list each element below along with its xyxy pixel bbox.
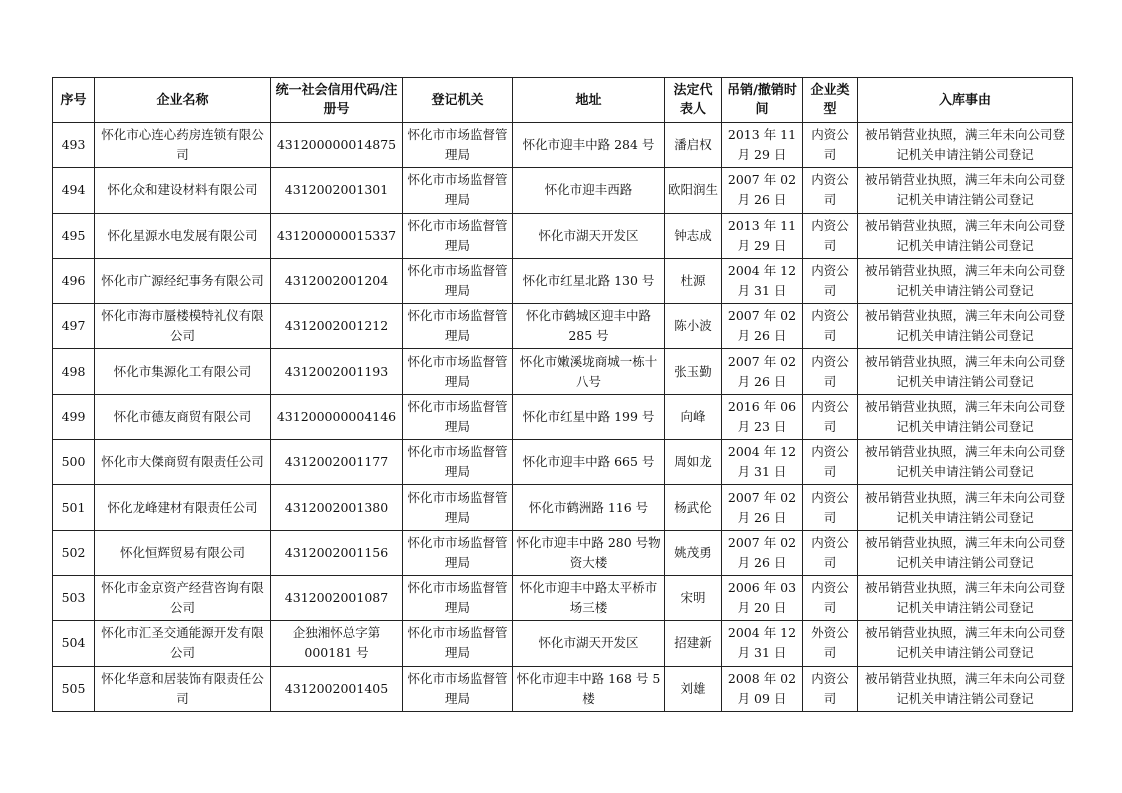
table-row bbox=[53, 349, 1073, 394]
cell-revocation-date: 2008 年 02 月 09 日 bbox=[722, 666, 803, 711]
cell-company-type: 内资公司 bbox=[803, 575, 858, 620]
cell-company-type: 内资公司 bbox=[803, 213, 858, 258]
cell-credit-code: 4312002001087 bbox=[271, 575, 403, 620]
cell-legal-representative: 钟志成 bbox=[665, 213, 722, 258]
cell-registration-authority: 怀化市市场监督管理局 bbox=[403, 666, 513, 711]
cell-revocation-date: 2007 年 02 月 26 日 bbox=[722, 349, 803, 394]
table-row bbox=[53, 213, 1073, 258]
cell-company-name: 怀化市金京资产经营咨询有限公司 bbox=[95, 575, 271, 620]
table-row bbox=[53, 258, 1073, 303]
cell-revocation-date: 2007 年 02 月 26 日 bbox=[722, 304, 803, 349]
cell-address: 怀化市嫩溪垅商城一栋十八号 bbox=[513, 349, 665, 394]
cell-revocation-date: 2013 年 11 月 29 日 bbox=[722, 123, 803, 168]
header-company-type: 企业类型 bbox=[803, 78, 858, 123]
cell-address: 怀化市迎丰中路太平桥市场三楼 bbox=[513, 575, 665, 620]
cell-revocation-date: 2004 年 12 月 31 日 bbox=[722, 621, 803, 666]
table-row bbox=[53, 621, 1073, 666]
cell-registration-authority: 怀化市市场监督管理局 bbox=[403, 168, 513, 213]
table-row bbox=[53, 575, 1073, 620]
cell-reason: 被吊销营业执照，满三年未向公司登记机关申请注销公司登记 bbox=[858, 530, 1073, 575]
cell-credit-code: 4312002001301 bbox=[271, 168, 403, 213]
cell-seq: 493 bbox=[53, 123, 95, 168]
cell-legal-representative: 宋明 bbox=[665, 575, 722, 620]
header-revocation-date: 吊销/撤销时间 bbox=[722, 78, 803, 123]
cell-registration-authority: 怀化市市场监督管理局 bbox=[403, 304, 513, 349]
cell-legal-representative: 陈小波 bbox=[665, 304, 722, 349]
header-seq: 序号 bbox=[53, 78, 95, 123]
table-row bbox=[53, 530, 1073, 575]
cell-seq: 504 bbox=[53, 621, 95, 666]
cell-company-name: 怀化市集源化工有限公司 bbox=[95, 349, 271, 394]
cell-reason: 被吊销营业执照，满三年未向公司登记机关申请注销公司登记 bbox=[858, 575, 1073, 620]
cell-legal-representative: 潘启权 bbox=[665, 123, 722, 168]
cell-legal-representative: 招建新 bbox=[665, 621, 722, 666]
cell-reason: 被吊销营业执照，满三年未向公司登记机关申请注销公司登记 bbox=[858, 394, 1073, 439]
revoked-companies-table bbox=[52, 77, 1073, 712]
cell-company-type: 内资公司 bbox=[803, 349, 858, 394]
cell-credit-code: 企独湘怀总字第 000181 号 bbox=[271, 621, 403, 666]
table-row bbox=[53, 440, 1073, 485]
cell-reason: 被吊销营业执照，满三年未向公司登记机关申请注销公司登记 bbox=[858, 213, 1073, 258]
cell-seq: 496 bbox=[53, 258, 95, 303]
header-address: 地址 bbox=[513, 78, 665, 123]
cell-credit-code: 4312002001193 bbox=[271, 349, 403, 394]
table-row bbox=[53, 485, 1073, 530]
cell-address: 怀化市迎丰西路 bbox=[513, 168, 665, 213]
cell-reason: 被吊销营业执照，满三年未向公司登记机关申请注销公司登记 bbox=[858, 349, 1073, 394]
cell-credit-code: 4312002001156 bbox=[271, 530, 403, 575]
cell-seq: 501 bbox=[53, 485, 95, 530]
cell-address: 怀化市湖天开发区 bbox=[513, 213, 665, 258]
cell-registration-authority: 怀化市市场监督管理局 bbox=[403, 123, 513, 168]
cell-credit-code: 4312002001405 bbox=[271, 666, 403, 711]
cell-legal-representative: 刘雄 bbox=[665, 666, 722, 711]
cell-registration-authority: 怀化市市场监督管理局 bbox=[403, 213, 513, 258]
cell-seq: 505 bbox=[53, 666, 95, 711]
cell-registration-authority: 怀化市市场监督管理局 bbox=[403, 530, 513, 575]
table-row bbox=[53, 304, 1073, 349]
cell-legal-representative: 向峰 bbox=[665, 394, 722, 439]
revoked-companies-table-wrap bbox=[52, 77, 1072, 712]
cell-seq: 499 bbox=[53, 394, 95, 439]
table-row bbox=[53, 666, 1073, 711]
cell-reason: 被吊销营业执照，满三年未向公司登记机关申请注销公司登记 bbox=[858, 485, 1073, 530]
cell-credit-code: 431200000004146 bbox=[271, 394, 403, 439]
cell-reason: 被吊销营业执照，满三年未向公司登记机关申请注销公司登记 bbox=[858, 621, 1073, 666]
header-reason: 入库事由 bbox=[858, 78, 1073, 123]
cell-address: 怀化市鹤洲路 116 号 bbox=[513, 485, 665, 530]
cell-reason: 被吊销营业执照，满三年未向公司登记机关申请注销公司登记 bbox=[858, 304, 1073, 349]
cell-seq: 503 bbox=[53, 575, 95, 620]
cell-revocation-date: 2004 年 12 月 31 日 bbox=[722, 258, 803, 303]
cell-credit-code: 4312002001380 bbox=[271, 485, 403, 530]
cell-registration-authority: 怀化市市场监督管理局 bbox=[403, 394, 513, 439]
cell-address: 怀化市迎丰中路 665 号 bbox=[513, 440, 665, 485]
header-row bbox=[53, 78, 1073, 123]
header-registration-authority: 登记机关 bbox=[403, 78, 513, 123]
cell-company-name: 怀化市心连心药房连锁有限公司 bbox=[95, 123, 271, 168]
cell-company-type: 内资公司 bbox=[803, 440, 858, 485]
cell-credit-code: 431200000015337 bbox=[271, 213, 403, 258]
table-header bbox=[53, 78, 1073, 123]
cell-address: 怀化市红星中路 199 号 bbox=[513, 394, 665, 439]
cell-address: 怀化市迎丰中路 280 号物资大楼 bbox=[513, 530, 665, 575]
cell-revocation-date: 2007 年 02 月 26 日 bbox=[722, 530, 803, 575]
cell-registration-authority: 怀化市市场监督管理局 bbox=[403, 349, 513, 394]
cell-company-name: 怀化众和建设材料有限公司 bbox=[95, 168, 271, 213]
cell-legal-representative: 周如龙 bbox=[665, 440, 722, 485]
cell-company-type: 内资公司 bbox=[803, 304, 858, 349]
cell-company-name: 怀化恒辉贸易有限公司 bbox=[95, 530, 271, 575]
cell-revocation-date: 2004 年 12 月 31 日 bbox=[722, 440, 803, 485]
cell-registration-authority: 怀化市市场监督管理局 bbox=[403, 440, 513, 485]
header-company-name: 企业名称 bbox=[95, 78, 271, 123]
cell-company-type: 内资公司 bbox=[803, 530, 858, 575]
header-legal-representative: 法定代表人 bbox=[665, 78, 722, 123]
cell-address: 怀化市迎丰中路 284 号 bbox=[513, 123, 665, 168]
cell-company-name: 怀化市德友商贸有限公司 bbox=[95, 394, 271, 439]
cell-revocation-date: 2016 年 06 月 23 日 bbox=[722, 394, 803, 439]
cell-company-name: 怀化华意和居装饰有限责任公司 bbox=[95, 666, 271, 711]
table-row bbox=[53, 123, 1073, 168]
cell-company-name: 怀化市汇圣交通能源开发有限公司 bbox=[95, 621, 271, 666]
cell-credit-code: 4312002001212 bbox=[271, 304, 403, 349]
cell-revocation-date: 2007 年 02 月 26 日 bbox=[722, 485, 803, 530]
header-credit-code: 统一社会信用代码/注册号 bbox=[271, 78, 403, 123]
cell-credit-code: 4312002001204 bbox=[271, 258, 403, 303]
cell-company-name: 怀化市海市蜃楼模特礼仪有限公司 bbox=[95, 304, 271, 349]
cell-legal-representative: 杨武伦 bbox=[665, 485, 722, 530]
cell-company-type: 内资公司 bbox=[803, 485, 858, 530]
cell-reason: 被吊销营业执照，满三年未向公司登记机关申请注销公司登记 bbox=[858, 168, 1073, 213]
cell-registration-authority: 怀化市市场监督管理局 bbox=[403, 621, 513, 666]
cell-registration-authority: 怀化市市场监督管理局 bbox=[403, 258, 513, 303]
cell-address: 怀化市湖天开发区 bbox=[513, 621, 665, 666]
cell-seq: 494 bbox=[53, 168, 95, 213]
cell-company-type: 内资公司 bbox=[803, 123, 858, 168]
cell-credit-code: 4312002001177 bbox=[271, 440, 403, 485]
cell-legal-representative: 欧阳润生 bbox=[665, 168, 722, 213]
cell-company-name: 怀化市大傑商贸有限责任公司 bbox=[95, 440, 271, 485]
cell-company-name: 怀化星源水电发展有限公司 bbox=[95, 213, 271, 258]
cell-company-name: 怀化市广源经纪事务有限公司 bbox=[95, 258, 271, 303]
cell-seq: 497 bbox=[53, 304, 95, 349]
cell-company-type: 内资公司 bbox=[803, 394, 858, 439]
cell-company-name: 怀化龙峰建材有限责任公司 bbox=[95, 485, 271, 530]
cell-company-type: 内资公司 bbox=[803, 168, 858, 213]
cell-seq: 502 bbox=[53, 530, 95, 575]
cell-legal-representative: 杜源 bbox=[665, 258, 722, 303]
cell-registration-authority: 怀化市市场监督管理局 bbox=[403, 485, 513, 530]
cell-address: 怀化市鹤城区迎丰中路 285 号 bbox=[513, 304, 665, 349]
cell-revocation-date: 2006 年 03 月 20 日 bbox=[722, 575, 803, 620]
cell-reason: 被吊销营业执照，满三年未向公司登记机关申请注销公司登记 bbox=[858, 123, 1073, 168]
cell-reason: 被吊销营业执照，满三年未向公司登记机关申请注销公司登记 bbox=[858, 440, 1073, 485]
cell-legal-representative: 姚茂勇 bbox=[665, 530, 722, 575]
cell-legal-representative: 张玉勤 bbox=[665, 349, 722, 394]
cell-credit-code: 431200000014875 bbox=[271, 123, 403, 168]
cell-company-type: 内资公司 bbox=[803, 666, 858, 711]
cell-reason: 被吊销营业执照，满三年未向公司登记机关申请注销公司登记 bbox=[858, 666, 1073, 711]
cell-seq: 495 bbox=[53, 213, 95, 258]
table-row bbox=[53, 168, 1073, 213]
cell-address: 怀化市迎丰中路 168 号 5 楼 bbox=[513, 666, 665, 711]
table-body bbox=[53, 123, 1073, 712]
cell-reason: 被吊销营业执照，满三年未向公司登记机关申请注销公司登记 bbox=[858, 258, 1073, 303]
cell-revocation-date: 2007 年 02 月 26 日 bbox=[722, 168, 803, 213]
cell-address: 怀化市红星北路 130 号 bbox=[513, 258, 665, 303]
cell-company-type: 外资公司 bbox=[803, 621, 858, 666]
cell-revocation-date: 2013 年 11 月 29 日 bbox=[722, 213, 803, 258]
cell-seq: 500 bbox=[53, 440, 95, 485]
cell-seq: 498 bbox=[53, 349, 95, 394]
cell-registration-authority: 怀化市市场监督管理局 bbox=[403, 575, 513, 620]
cell-company-type: 内资公司 bbox=[803, 258, 858, 303]
table-row bbox=[53, 394, 1073, 439]
